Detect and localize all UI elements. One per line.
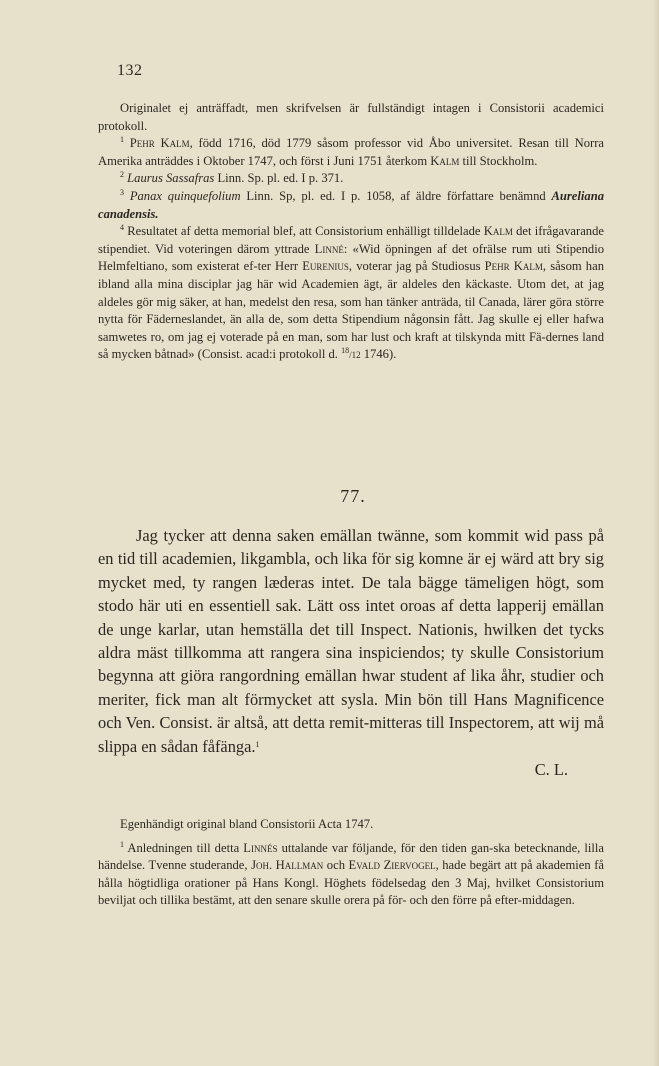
footnote-1: $^1$ Pehr Kalm, född 1716, död 1779 såsom professor vid Åbo universitet. Resan till Norra Amerika anträddes i Oktober 1747, och först i Juni 1751 återkom Kalm till Stockholm. (98, 135, 604, 168)
page-number: 132 (117, 62, 143, 79)
section-number: 77. (340, 486, 366, 506)
footnote-4: $^4$ Resultatet af detta memorial blef, att Consistorium enhälligt tilldelade Kalm det ifrågavarande stipendiet. Vid voteringen därom yttrade Linné: «Wid öpningen af det ofrälse rum uti Stipendio Helmfeltiano, som existerat ef-ter Herr Eurenius, voterar jag på Studiosus Pehr Kalm, såsom han ibland alla mina disciplar jag här wid Academien ägt, är aldeles den käckaste. Utom det, at jag aldeles gör mig säker, at han, medelst den resa, som han tänker anträda, til Canada, lärer göra större nytta för Fäderneslandet, än alla de, som detta Stipendium någonsin fått. Jag skulle ej eller hafwa samwetes ro, om jag ej voterade på en man, som har lust och kraft at tilskynda mitt Fä-dernes land så mycken båtnad» (Consist. acad:i protokoll d. $^{18}$/12 1746). (98, 223, 604, 362)
letter-text (98, 524, 604, 781)
bottom-notes (98, 816, 604, 910)
intro-note: Originalet ej anträffadt, men skrifvelsen är fullständigt intagen i Consistorii academici protokoll. (98, 101, 604, 133)
bottom-footnote-1: $^1$ Anledningen till detta Linnés uttalande var följande, för den tiden gan-ska betecknande, lilla händelse. Tvenne studerande, Joh. Hallman och Evald Ziervogel, hade begärt att på akademien få hålla högtidliga orationer på Hans Kongl. Höghets födelsedag den 3 Maj, hvilket Consistorium beviljat och tillika bestämt, att den senare skulle orera på för- och den förre på efter-middagen. (98, 839, 605, 908)
footnote-2: $^2$ Laurus Sassafras Linn. Sp. pl. ed. I p. 371. (120, 170, 344, 186)
page-edge-shadow (653, 0, 659, 1066)
top-footnotes (98, 100, 604, 365)
footnote-3: $^3$ Panax quinquefolium Linn. Sp, pl. ed. I p. 1058, af äldre författare benämnd Aureliana canadensis. (98, 187, 604, 221)
signature: C. L. (534, 760, 568, 780)
source-note: Egenhändigt original bland Consistorii Acta 1747. (120, 817, 374, 831)
letter-body: Jag tycker att denna saken emällan twänne, som kommit wid pass på en tid till academien, likgambla, och lika för sig komne är ej wärd att bry sig mycket med, ty rangen læderas intet. De tala bägge tämeligen högt, som stodo här uti en essentiell sak. Lätt oss intet oroas af detta lapperij emällan de unge karlar, utan hemställa det till Inspect. Nationis, hwilken det tycks aldra mäst tillkomma att rangera sina inspiciendos; ty skulle Consistorium begynna att giöra rangordning emällan hwar student af lika åhr, studier och meriter, fick man alt förmycket att sysla. Min bön till Hans Magnificence och Ven. Consist. är altså, att detta remit-mitteras till Inspectorem, att wij må slippa en sådan fåfänga.$^1$ (98, 526, 604, 756)
